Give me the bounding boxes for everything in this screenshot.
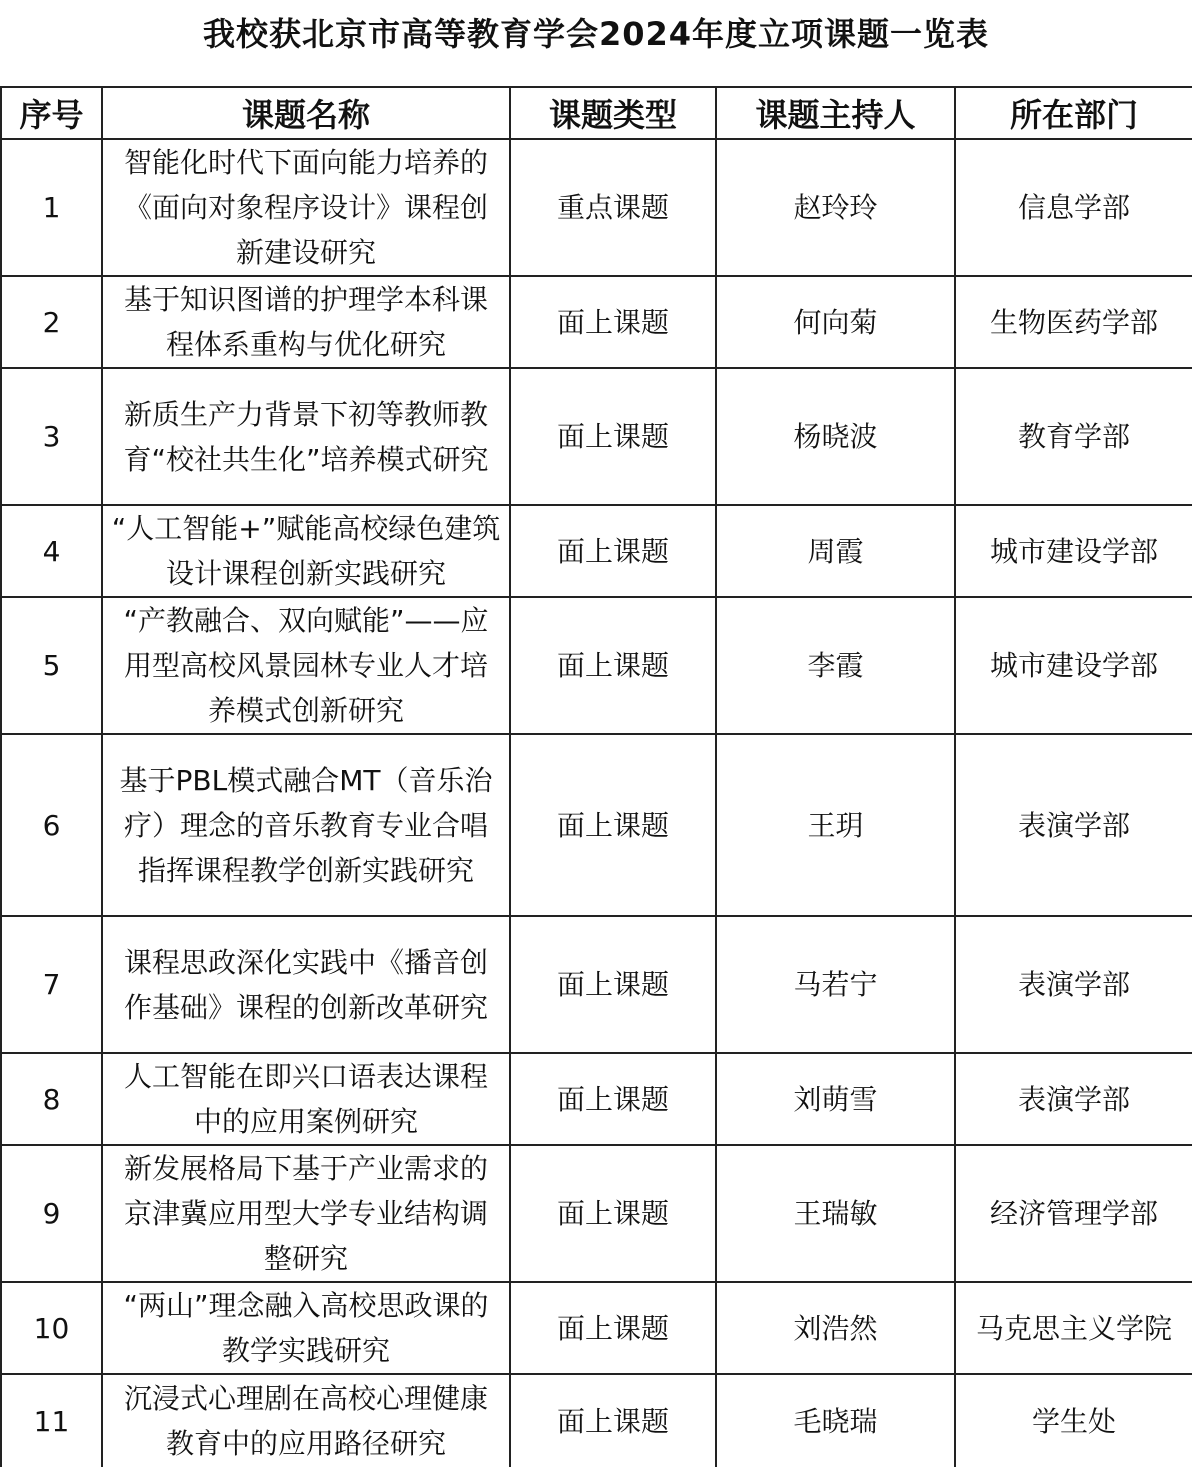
cell-dept: 学生处	[955, 1374, 1192, 1467]
cell-dept: 表演学部	[955, 734, 1192, 916]
cell-type: 面上课题	[510, 734, 716, 916]
table-row	[1, 597, 1192, 734]
table-row	[1, 916, 1192, 1053]
cell-host: 王瑞敏	[716, 1145, 955, 1282]
table-row	[1, 505, 1192, 597]
cell-dept: 信息学部	[955, 139, 1192, 276]
cell-dept: 经济管理学部	[955, 1145, 1192, 1282]
header-host: 课题主持人	[716, 87, 955, 139]
cell-name: “两山”理念融入高校思政课的教学实践研究	[102, 1282, 510, 1374]
cell-type: 面上课题	[510, 1282, 716, 1374]
header-type: 课题类型	[510, 87, 716, 139]
cell-name: 沉浸式心理剧在高校心理健康教育中的应用路径研究	[102, 1374, 510, 1467]
cell-host: 杨晓波	[716, 368, 955, 505]
cell-dept: 城市建设学部	[955, 597, 1192, 734]
cell-no: 7	[1, 916, 102, 1053]
table-row	[1, 1374, 1192, 1467]
cell-host: 毛晓瑞	[716, 1374, 955, 1467]
cell-name: 基于知识图谱的护理学本科课程体系重构与优化研究	[102, 276, 510, 368]
cell-dept: 教育学部	[955, 368, 1192, 505]
cell-no: 5	[1, 597, 102, 734]
cell-dept: 生物医药学部	[955, 276, 1192, 368]
cell-type: 面上课题	[510, 1374, 716, 1467]
cell-no: 4	[1, 505, 102, 597]
cell-no: 2	[1, 276, 102, 368]
cell-name: 新发展格局下基于产业需求的京津冀应用型大学专业结构调整研究	[102, 1145, 510, 1282]
cell-no: 11	[1, 1374, 102, 1467]
cell-type: 面上课题	[510, 368, 716, 505]
cell-name: 智能化时代下面向能力培养的《面向对象程序设计》课程创新建设研究	[102, 139, 510, 276]
cell-no: 6	[1, 734, 102, 916]
cell-host: 赵玲玲	[716, 139, 955, 276]
cell-dept: 表演学部	[955, 1053, 1192, 1145]
cell-no: 9	[1, 1145, 102, 1282]
cell-name: 人工智能在即兴口语表达课程中的应用案例研究	[102, 1053, 510, 1145]
page-title: 我校获北京市高等教育学会2024年度立项课题一览表	[202, 15, 990, 53]
project-table	[0, 86, 1192, 1467]
cell-host: 刘浩然	[716, 1282, 955, 1374]
cell-dept: 表演学部	[955, 916, 1192, 1053]
cell-type: 面上课题	[510, 1053, 716, 1145]
cell-dept: 城市建设学部	[955, 505, 1192, 597]
header-no: 序号	[1, 87, 102, 139]
table-row	[1, 276, 1192, 368]
header-name: 课题名称	[102, 87, 510, 139]
cell-host: 马若宁	[716, 916, 955, 1053]
cell-no: 3	[1, 368, 102, 505]
cell-type: 面上课题	[510, 597, 716, 734]
cell-host: 周霞	[716, 505, 955, 597]
table-row	[1, 1053, 1192, 1145]
cell-name: “人工智能+”赋能高校绿色建筑设计课程创新实践研究	[102, 505, 510, 597]
cell-no: 10	[1, 1282, 102, 1374]
cell-name: 课程思政深化实践中《播音创作基础》课程的创新改革研究	[102, 916, 510, 1053]
cell-type: 面上课题	[510, 1145, 716, 1282]
cell-name: 新质生产力背景下初等教师教育“校社共生化”培养模式研究	[102, 368, 510, 505]
cell-type: 面上课题	[510, 276, 716, 368]
table-row	[1, 734, 1192, 916]
cell-host: 王玥	[716, 734, 955, 916]
cell-host: 刘萌雪	[716, 1053, 955, 1145]
cell-type: 面上课题	[510, 505, 716, 597]
table-row	[1, 139, 1192, 276]
cell-no: 8	[1, 1053, 102, 1145]
table-row	[1, 368, 1192, 505]
cell-name: “产教融合、双向赋能”——应用型高校风景园林专业人才培养模式创新研究	[102, 597, 510, 734]
cell-host: 何向菊	[716, 276, 955, 368]
table-row	[1, 1282, 1192, 1374]
cell-dept: 马克思主义学院	[955, 1282, 1192, 1374]
cell-name: 基于PBL模式融合MT（音乐治疗）理念的音乐教育专业合唱指挥课程教学创新实践研究	[102, 734, 510, 916]
cell-no: 1	[1, 139, 102, 276]
cell-host: 李霞	[716, 597, 955, 734]
header-dept: 所在部门	[955, 87, 1192, 139]
cell-type: 重点课题	[510, 139, 716, 276]
table-row	[1, 1145, 1192, 1282]
table-header-row	[1, 87, 1192, 139]
cell-type: 面上课题	[510, 916, 716, 1053]
